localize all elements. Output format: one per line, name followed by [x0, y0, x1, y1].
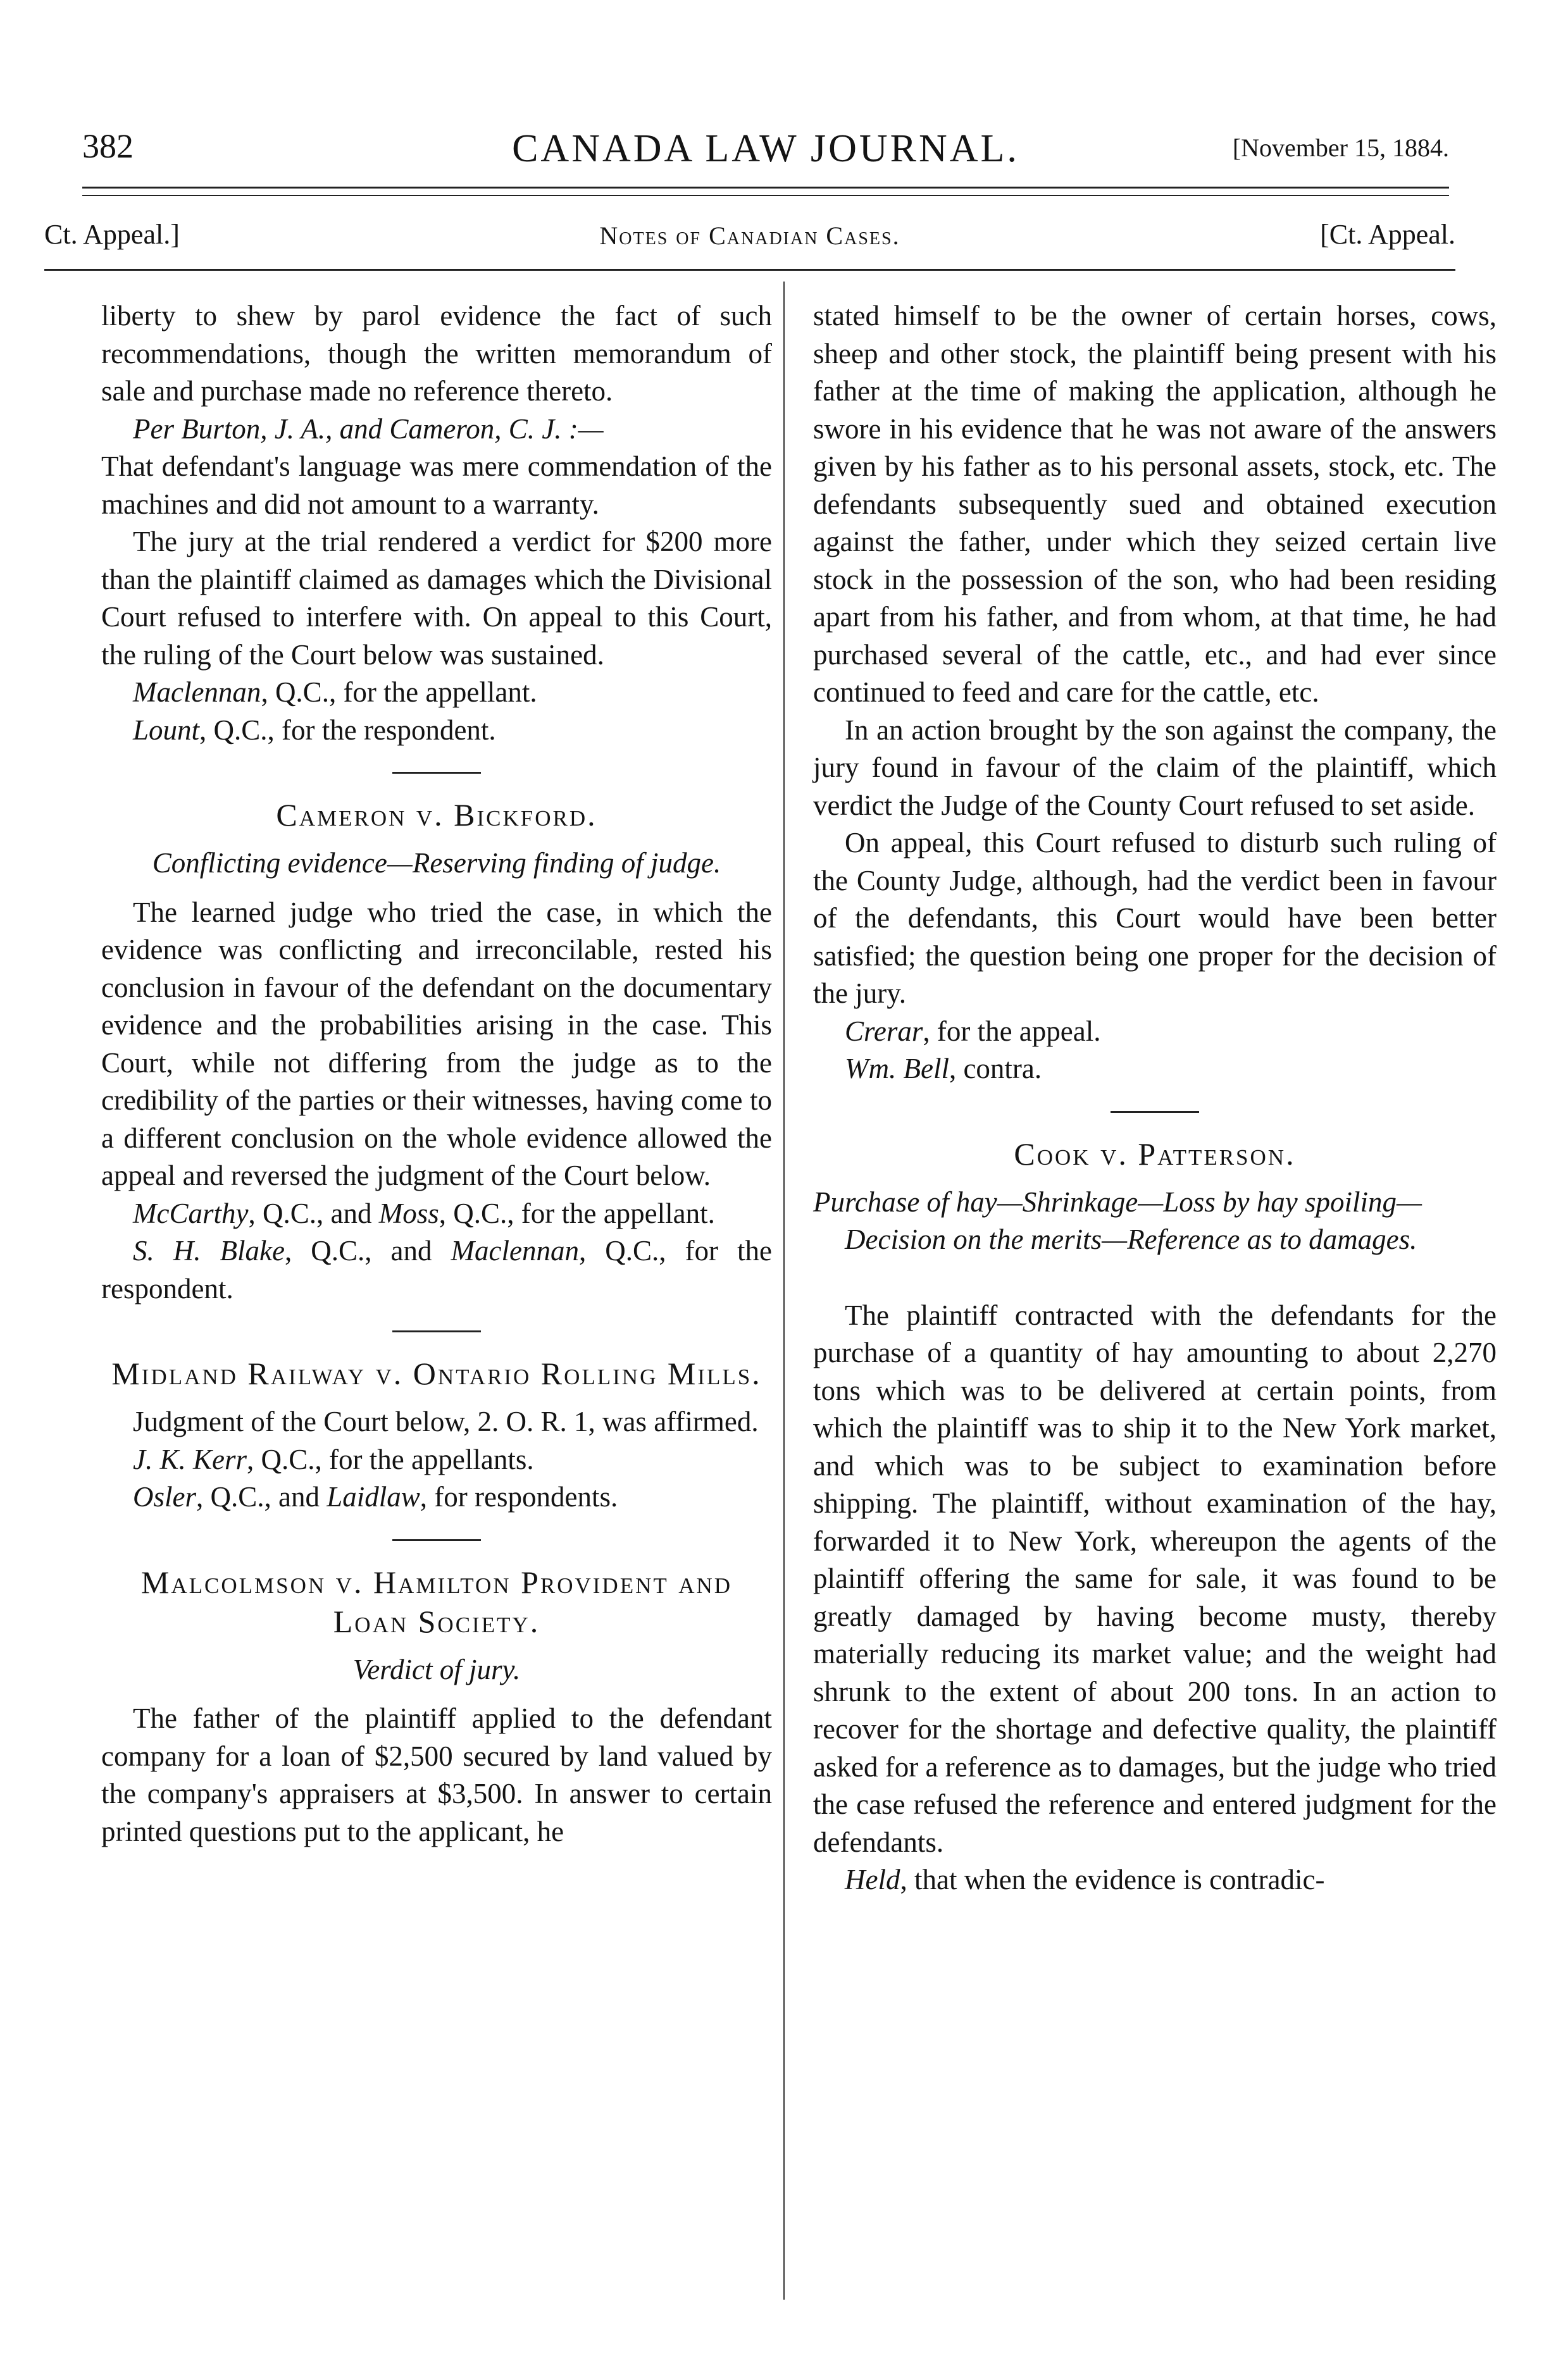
case-title: Cook v. Patterson. — [1014, 1136, 1296, 1172]
counsel-line — [101, 1478, 772, 1516]
counsel-name: Lount — [133, 714, 200, 746]
journal-title: CANADA LAW JOURNAL. — [512, 127, 1019, 170]
paragraph: The plaintiff contracted with the defendants for the purchase of a quantity of hay amounting to about 2,270 tons which was to be delivered at certain points, from which the plaintiff was to ship it to the New York market, and which was to be subject to examination before shipping. The plaintiff, without examination of the hay, forwarded it to New York, whereupon the agents of the plaintiff offering the same for sale, it was found to be greatly damaged by having become musty, thereby materially reducing its market value; and the weight had shrunk to the extent of about 200 tons. In an action to recover for the shortage and defective quality, the plaintiff asked for a reference as to damages, but the judge who tried the case refused the reference and entered judgment for the defendants. — [813, 1299, 1497, 1858]
case-title: Malcolmson v. Hamilton Provident and Loan Society. — [140, 1564, 733, 1639]
case-separator — [392, 1330, 481, 1332]
counsel-name: Maclennan — [451, 1235, 579, 1267]
paragraph: That defendant's language was mere commendation of the machines and did not amount to a warranty. — [101, 450, 772, 520]
counsel-text: , Q.C., and — [248, 1197, 379, 1229]
counsel-name: Crerar — [845, 1015, 923, 1047]
judges-line — [101, 411, 772, 449]
counsel-role: , Q.C., for the respondent. — [101, 1235, 772, 1305]
paragraph: The jury at the trial rendered a verdict for $200 more than the plaintiff claimed as damages which the Divisional Court refused to interfere with. On appeal to this Court, the ruling of the Court below was sustained. — [101, 526, 772, 671]
case-separator — [1111, 1111, 1199, 1113]
counsel-line — [813, 1013, 1497, 1051]
right-column — [813, 297, 1497, 1899]
counsel-name: Osler — [133, 1481, 196, 1513]
paragraph: liberty to shew by parol evidence the fact of such recommendations, though the written memorandum of sale and purchase made no reference thereto. — [101, 300, 772, 407]
held-word: Held — [845, 1864, 900, 1895]
counsel-role: , for respondents. — [420, 1481, 618, 1513]
section-rule — [44, 269, 1455, 271]
issue-date: [November 15, 1884. — [1232, 133, 1449, 162]
court-left: Ct. Appeal.] — [44, 219, 180, 250]
counsel-name: Moss — [378, 1197, 439, 1229]
counsel-line — [101, 674, 772, 712]
counsel-line — [101, 1195, 772, 1233]
case-headnote: Conflicting evidence—Reserving finding of judge. — [152, 847, 721, 879]
counsel-name: Laidlaw — [327, 1481, 420, 1513]
paragraph — [813, 1861, 1497, 1899]
counsel-text: , Q.C., and — [196, 1481, 327, 1513]
counsel-role: , Q.C., for the respondent. — [199, 714, 496, 746]
case-title: Midland Railway v. Ontario Rolling Mills. — [111, 1356, 762, 1391]
page-number: 382 — [82, 127, 134, 165]
column-divider — [783, 282, 785, 2300]
counsel-name: McCarthy — [133, 1197, 249, 1229]
court-right: [Ct. Appeal. — [1320, 219, 1455, 250]
counsel-line — [101, 1232, 772, 1308]
section-head — [44, 218, 1455, 256]
counsel-role: , Q.C., for the appellant. — [261, 676, 537, 708]
case-separator — [392, 1539, 481, 1541]
case-headnote: Verdict of jury. — [352, 1653, 521, 1685]
counsel-line — [101, 712, 772, 750]
counsel-name: Wm. Bell — [845, 1053, 949, 1084]
paragraph: In an action brought by the son against the company, the jury found in favour of the claim of the plaintiff, which verdict the Judge of the County Court refused to set aside. — [813, 714, 1497, 821]
judges-text: Per Burton, J. A., and Cameron, C. J. :— — [133, 412, 604, 445]
left-column — [101, 297, 772, 1850]
case-separator — [392, 772, 481, 774]
counsel-line — [101, 1441, 772, 1479]
counsel-name: J. K. Kerr — [133, 1443, 247, 1475]
counsel-text: , Q.C., and — [284, 1235, 451, 1267]
paragraph: The father of the plaintiff applied to the defendant company for a loan of $2,500 secured by land valued by the company's appraisers at $3,500. In answer to certain printed questions put to the applicant, he — [101, 1702, 772, 1847]
counsel-role: , Q.C., for the appellant. — [439, 1197, 715, 1229]
paragraph: stated himself to be the owner of certain horses, cows, sheep and other stock, the plaintiff being present with his father at the time of making the application, although he swore in his evidence that he was not aware of the answers given by his father as to his personal assets, stock, etc. The defendants subsequently sued and obtained execution against the father, under which they seized certain live stock in the possession of the son, who had been residing apart from his father, and from whom, at that time, he had purchased several of the cattle, etc., and had ever since continued to feed and care for the cattle, etc. — [813, 300, 1497, 708]
running-head — [82, 127, 1449, 177]
held-text: , that when the evidence is contradic- — [900, 1864, 1325, 1895]
header-rule — [82, 187, 1449, 196]
paragraph: The learned judge who tried the case, in which the evidence was conflicting and irreconcilable, rested his conclusion in favour of the defendant on the documentary evidence and the probabilities arising in the case. This Court, while not differing from the judge as to the credibility of the parties or their witnesses, having come to a different conclusion on the whole evidence allowed the appeal and reversed the judgment of the Court below. — [101, 896, 772, 1191]
section-title: Notes of Canadian Cases. — [599, 221, 900, 250]
case-title: Cameron v. Bickford. — [276, 797, 597, 833]
counsel-name: Maclennan — [133, 676, 261, 708]
counsel-name: S. H. Blake — [133, 1235, 285, 1267]
paragraph: On appeal, this Court refused to disturb such ruling of the County Judge, although, had the verdict been in favour of the defendants, this Court would have been better satisfied; the question being one proper for the decision of the jury. — [813, 827, 1497, 1009]
counsel-role: , Q.C., for the appellants. — [247, 1443, 534, 1475]
counsel-line — [813, 1050, 1497, 1088]
counsel-role: , for the appeal. — [923, 1015, 1101, 1047]
case-headnote: Purchase of hay—Shrinkage—Loss by hay spoiling—Decision on the merits—Reference as to damages. — [813, 1186, 1422, 1255]
counsel-role: , contra. — [949, 1053, 1042, 1084]
paragraph: Judgment of the Court below, 2. O. R. 1, was affirmed. — [133, 1406, 759, 1437]
